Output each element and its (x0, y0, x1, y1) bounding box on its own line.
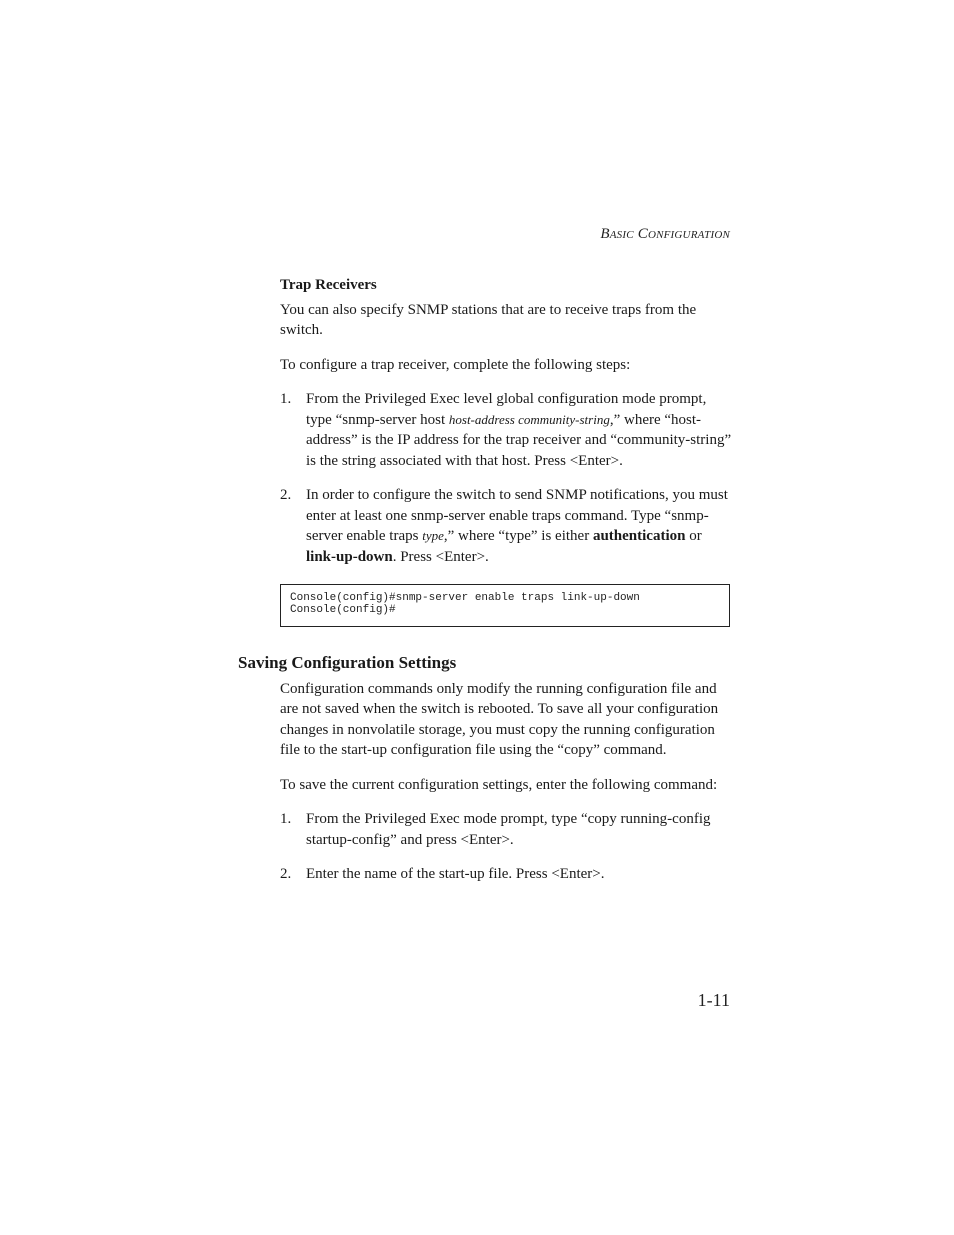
trap-step-1 (280, 389, 732, 471)
code-example-box (280, 584, 730, 627)
running-head-b: B (600, 226, 610, 242)
trap-step-2-bold-link-up-down: link-up-down (306, 548, 393, 565)
trap-step-1-part1: From the Privileged Exec level global configuration mode prompt, type “snmp-server host (306, 391, 707, 428)
trap-step-2-bold-authentication: authentication (592, 528, 686, 544)
saving-step-1 (280, 809, 732, 850)
running-head-basic-rest: ASIC (609, 229, 634, 241)
saving-step-2-text: Enter the name of the start-up file. Press <Enter>. (306, 866, 605, 882)
trap-receivers-intro: You can also specify SNMP stations that are to receive traps from the switch. (280, 301, 697, 338)
trap-receivers-heading: Trap Receivers (280, 277, 377, 293)
trap-step-1-italic: host-address community-string (448, 411, 610, 427)
saving-step-2 (280, 864, 732, 885)
saving-para-2: To save the current configuration settings, enter the following command: (280, 776, 718, 793)
running-head-c: C (637, 226, 648, 242)
main-content (238, 275, 732, 899)
trap-step-2 (280, 485, 732, 567)
trap-step-1-text (306, 389, 732, 471)
trap-step-2-part2: ,” where “type” is either (443, 528, 593, 544)
trap-receivers-steps-intro: To configure a trap receiver, complete the following steps: (280, 356, 631, 373)
running-head (600, 226, 730, 243)
trap-step-1-number: 1. (280, 391, 292, 407)
trap-step-2-part4: . Press <Enter>. (392, 548, 489, 565)
page-number: 1-11 (697, 990, 730, 1010)
code-line-1: Console(config)#snmp-server enable traps link-up-down (290, 592, 640, 604)
trap-step-2-italic: type (422, 528, 444, 543)
saving-para-1: Configuration commands only modify the running configuration file and are not saved when the switch is rebooted. To save all your configuration changes in nonvolatile storage, you must copy the running configuration file to the start-up configuration file using the “copy” command. (280, 680, 719, 758)
saving-config-heading: Saving Configuration Settings (238, 653, 457, 672)
running-head-config-rest: ONFIGURATION (647, 229, 730, 241)
trap-step-1-part2: ,” where “host-address” is the IP address for the trap receiver and “community-string” is the string associated with that host. Press <Enter>. (306, 411, 732, 469)
trap-step-2-text (306, 485, 732, 567)
saving-step-1-text: From the Privileged Exec mode prompt, type “copy running-config startup-config” and press <Enter>. (306, 811, 711, 848)
trap-step-2-part3: or (685, 528, 702, 544)
code-line-2: Console(config)# (290, 604, 396, 616)
trap-step-2-part1: In order to configure the switch to send SNMP notifications, you must enter at least one snmp-server enable traps command. Type “snmp-server enable traps (306, 487, 728, 544)
saving-step-2-number: 2. (280, 866, 292, 882)
trap-step-2-number: 2. (280, 487, 292, 503)
saving-step-1-number: 1. (280, 811, 292, 827)
